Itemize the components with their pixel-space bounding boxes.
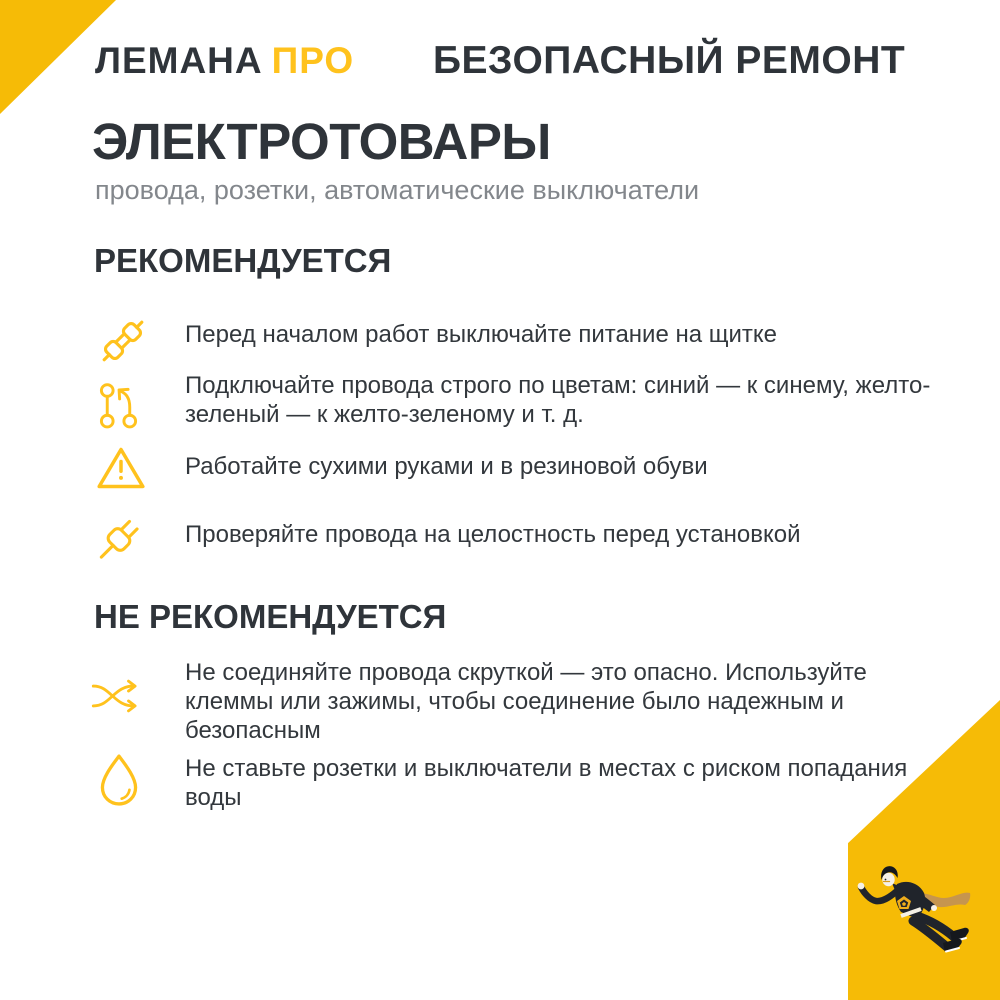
section-heading-not-recommended: НЕ РЕКОМЕНДУЕТСЯ	[94, 598, 447, 635]
wire-colors-icon	[96, 380, 141, 437]
twisted-wires-icon	[90, 677, 145, 715]
not-recommended-item-2: Не ставьте розетки и выключатели в местах с риском попадания воды	[185, 755, 908, 811]
water-drop-icon	[98, 753, 140, 807]
plug-disconnect-icon	[93, 312, 153, 370]
page-title: ЭЛЕКТРОТОВАРЫ	[92, 113, 551, 170]
recommended-item-3: Работайте сухими руками и в резиновой обуви	[185, 453, 708, 480]
recommended-item-4: Проверяйте провода на целостность перед установкой	[185, 521, 801, 548]
warning-triangle-icon	[93, 444, 149, 492]
mascot-illustration	[855, 858, 975, 968]
logo-text-lemana: ЛЕМАНА	[95, 40, 263, 81]
logo-text-pro: ПРО	[271, 40, 355, 81]
section-heading-recommended: РЕКОМЕНДУЕТСЯ	[94, 242, 392, 279]
recommended-item-2: Подключайте провода строго по цветам: синий — к синему, желто-зеленый — к желто-зеленому и т. д.	[185, 372, 931, 428]
page-subtitle: провода, розетки, автоматические выключатели	[95, 175, 700, 205]
recommended-item-1: Перед началом работ выключайте питание на щитке	[185, 321, 777, 348]
not-recommended-item-1: Не соединяйте провода скруткой — это опасно. Используйте клеммы или зажимы, чтобы соединение было надежным и безопасным	[185, 659, 867, 744]
brand-logo	[95, 40, 354, 82]
plug-check-icon	[93, 508, 150, 566]
campaign-title: БЕЗОПАСНЫЙ РЕМОНТ	[433, 39, 906, 82]
